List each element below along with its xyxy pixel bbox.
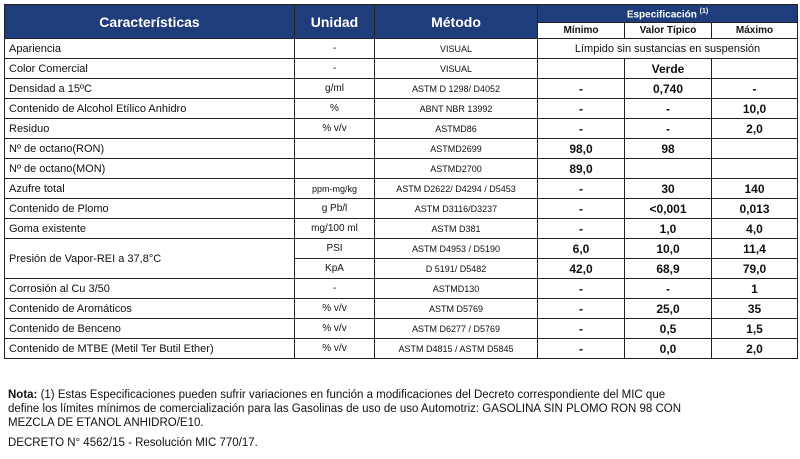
cell-minimo: - — [538, 119, 625, 139]
cell-caracteristica: Apariencia — [5, 39, 295, 59]
note-paragraph — [8, 388, 793, 430]
header-maximo: Máximo — [712, 23, 798, 39]
especificacion-label: Especificación — [626, 9, 697, 21]
header-unidad: Unidad — [295, 5, 375, 39]
note-label: Nota: — [8, 389, 38, 401]
cell-metodo: ASTM D4953 / D5190 — [375, 239, 538, 259]
table-row — [5, 79, 798, 99]
cell-unidad: % v/v — [295, 119, 375, 139]
cell-caracteristica: Residuo — [5, 119, 295, 139]
cell-caracteristica: Densidad a 15ºC — [5, 79, 295, 99]
cell-caracteristica: Contenido de Alcohol Etílico Anhidro — [5, 99, 295, 119]
cell-unidad: % v/v — [295, 319, 375, 339]
cell-maximo: 140 — [712, 179, 798, 199]
cell-caracteristica: Contenido de Benceno — [5, 319, 295, 339]
cell-tipico: - — [625, 119, 712, 139]
table-row — [5, 219, 798, 239]
cell-unidad: mg/100 ml — [295, 219, 375, 239]
table-row — [5, 179, 798, 199]
cell-caracteristica: Nº de octano(RON) — [5, 139, 295, 159]
table-row — [5, 139, 798, 159]
cell-minimo: - — [538, 79, 625, 99]
cell-maximo — [712, 159, 798, 179]
cell-tipico: 0,5 — [625, 319, 712, 339]
cell-tipico — [625, 159, 712, 179]
cell-maximo: 0,013 — [712, 199, 798, 219]
table-row — [5, 39, 798, 59]
note-line-1: (1) Estas Especificaciones pueden sufrir variaciones en función a modificaciones del Decreto correspondiente del MIC que — [37, 389, 666, 401]
cell-metodo: D 5191/ D5482 — [375, 259, 538, 279]
header-metodo: Método — [375, 5, 538, 39]
cell-minimo: - — [538, 179, 625, 199]
header-minimo: Mínimo — [538, 23, 625, 39]
cell-minimo: - — [538, 279, 625, 299]
cell-tipico: 30 — [625, 179, 712, 199]
cell-metodo: VISUAL — [375, 59, 538, 79]
header-valor-tipico: Valor Típico — [625, 23, 712, 39]
cell-metodo: ASTMD86 — [375, 119, 538, 139]
cell-minimo: - — [538, 299, 625, 319]
cell-metodo: VISUAL — [375, 39, 538, 59]
cell-metodo: ABNT NBR 13992 — [375, 99, 538, 119]
table-row — [5, 119, 798, 139]
table-row — [5, 159, 798, 179]
cell-metodo: ASTM D2622/ D4294 / D5453 — [375, 179, 538, 199]
table-row — [5, 299, 798, 319]
cell-caracteristica: Goma existente — [5, 219, 295, 239]
cell-unidad: KpA — [295, 259, 375, 279]
cell-unidad: PSI — [295, 239, 375, 259]
cell-metodo: ASTM D 1298/ D4052 — [375, 79, 538, 99]
cell-unidad: g Pb/l — [295, 199, 375, 219]
cell-maximo: 79,0 — [712, 259, 798, 279]
cell-caracteristica: Nº de octano(MON) — [5, 159, 295, 179]
cell-tipico: - — [625, 279, 712, 299]
spec-table-container — [4, 4, 797, 359]
table-row — [5, 319, 798, 339]
cell-tipico: <0,001 — [625, 199, 712, 219]
cell-minimo: - — [538, 199, 625, 219]
cell-tipico: 1,0 — [625, 219, 712, 239]
cell-caracteristica-presion: Presión de Vapor-REI a 37,8°C — [5, 239, 295, 279]
cell-caracteristica: Contenido de MTBE (Metil Ter Butil Ether) — [5, 339, 295, 359]
cell-maximo: 35 — [712, 299, 798, 319]
cell-caracteristica: Contenido de Plomo — [5, 199, 295, 219]
cell-metodo: ASTM D3116/D3237 — [375, 199, 538, 219]
cell-metodo: ASTMD130 — [375, 279, 538, 299]
cell-maximo — [712, 139, 798, 159]
cell-tipico: Verde — [625, 59, 712, 79]
cell-maximo — [712, 59, 798, 79]
cell-minimo: - — [538, 99, 625, 119]
decreto-text: DECRETO N° 4562/15 - Resolución MIC 770/17. — [8, 437, 258, 449]
cell-maximo: 4,0 — [712, 219, 798, 239]
cell-unidad: - — [295, 39, 375, 59]
cell-minimo: 89,0 — [538, 159, 625, 179]
table-row — [5, 339, 798, 359]
cell-metodo: ASTMD2700 — [375, 159, 538, 179]
cell-unidad: g/ml — [295, 79, 375, 99]
cell-tipico: 0,740 — [625, 79, 712, 99]
cell-tipico: 10,0 — [625, 239, 712, 259]
cell-caracteristica: Azufre total — [5, 179, 295, 199]
cell-caracteristica: Corrosión al Cu 3/50 — [5, 279, 295, 299]
cell-unidad: % v/v — [295, 339, 375, 359]
cell-unidad: - — [295, 59, 375, 79]
cell-minimo — [538, 59, 625, 79]
cell-unidad — [295, 139, 375, 159]
cell-metodo: ASTMD2699 — [375, 139, 538, 159]
table-row — [5, 199, 798, 219]
cell-unidad: ppm-mg/kg — [295, 179, 375, 199]
note-line-2: define los límites mínimos de comercialización para las Gasolinas de uso de uso Automotriz: GASOLINA SIN PLOMO RON 98 CON — [8, 403, 682, 415]
cell-tipico: 68,9 — [625, 259, 712, 279]
note-line-3: MEZCLA DE ETANOL ANHIDRO/E10. — [8, 417, 204, 429]
especificacion-note-ref: (1) — [699, 8, 709, 15]
cell-unidad: - — [295, 279, 375, 299]
cell-maximo: - — [712, 79, 798, 99]
cell-maximo: 1 — [712, 279, 798, 299]
cell-minimo: 98,0 — [538, 139, 625, 159]
cell-apariencia-spec: Límpido sin sustancias en suspensión — [538, 39, 798, 59]
cell-unidad — [295, 159, 375, 179]
cell-maximo: 1,5 — [712, 319, 798, 339]
cell-minimo: 6,0 — [538, 239, 625, 259]
header-row — [5, 5, 798, 23]
cell-unidad: % v/v — [295, 299, 375, 319]
cell-maximo: 2,0 — [712, 119, 798, 139]
cell-tipico: - — [625, 99, 712, 119]
cell-caracteristica: Contenido de Aromáticos — [5, 299, 295, 319]
cell-unidad: % — [295, 99, 375, 119]
cell-maximo: 2,0 — [712, 339, 798, 359]
cell-caracteristica: Color Comercial — [5, 59, 295, 79]
cell-tipico: 0,0 — [625, 339, 712, 359]
table-row — [5, 99, 798, 119]
cell-metodo: ASTM D381 — [375, 219, 538, 239]
spec-table — [4, 4, 798, 359]
table-row — [5, 279, 798, 299]
cell-metodo: ASTM D6277 / D5769 — [375, 319, 538, 339]
cell-minimo: - — [538, 219, 625, 239]
cell-maximo: 11,4 — [712, 239, 798, 259]
cell-tipico: 25,0 — [625, 299, 712, 319]
cell-minimo: 42,0 — [538, 259, 625, 279]
table-row — [5, 59, 798, 79]
table-row — [5, 239, 798, 259]
cell-minimo: - — [538, 339, 625, 359]
cell-maximo: 10,0 — [712, 99, 798, 119]
cell-metodo: ASTM D5769 — [375, 299, 538, 319]
cell-metodo: ASTM D4815 / ASTM D5845 — [375, 339, 538, 359]
cell-tipico: 98 — [625, 139, 712, 159]
cell-minimo: - — [538, 319, 625, 339]
header-caracteristicas: Características — [5, 5, 295, 39]
header-especificacion — [538, 5, 798, 23]
